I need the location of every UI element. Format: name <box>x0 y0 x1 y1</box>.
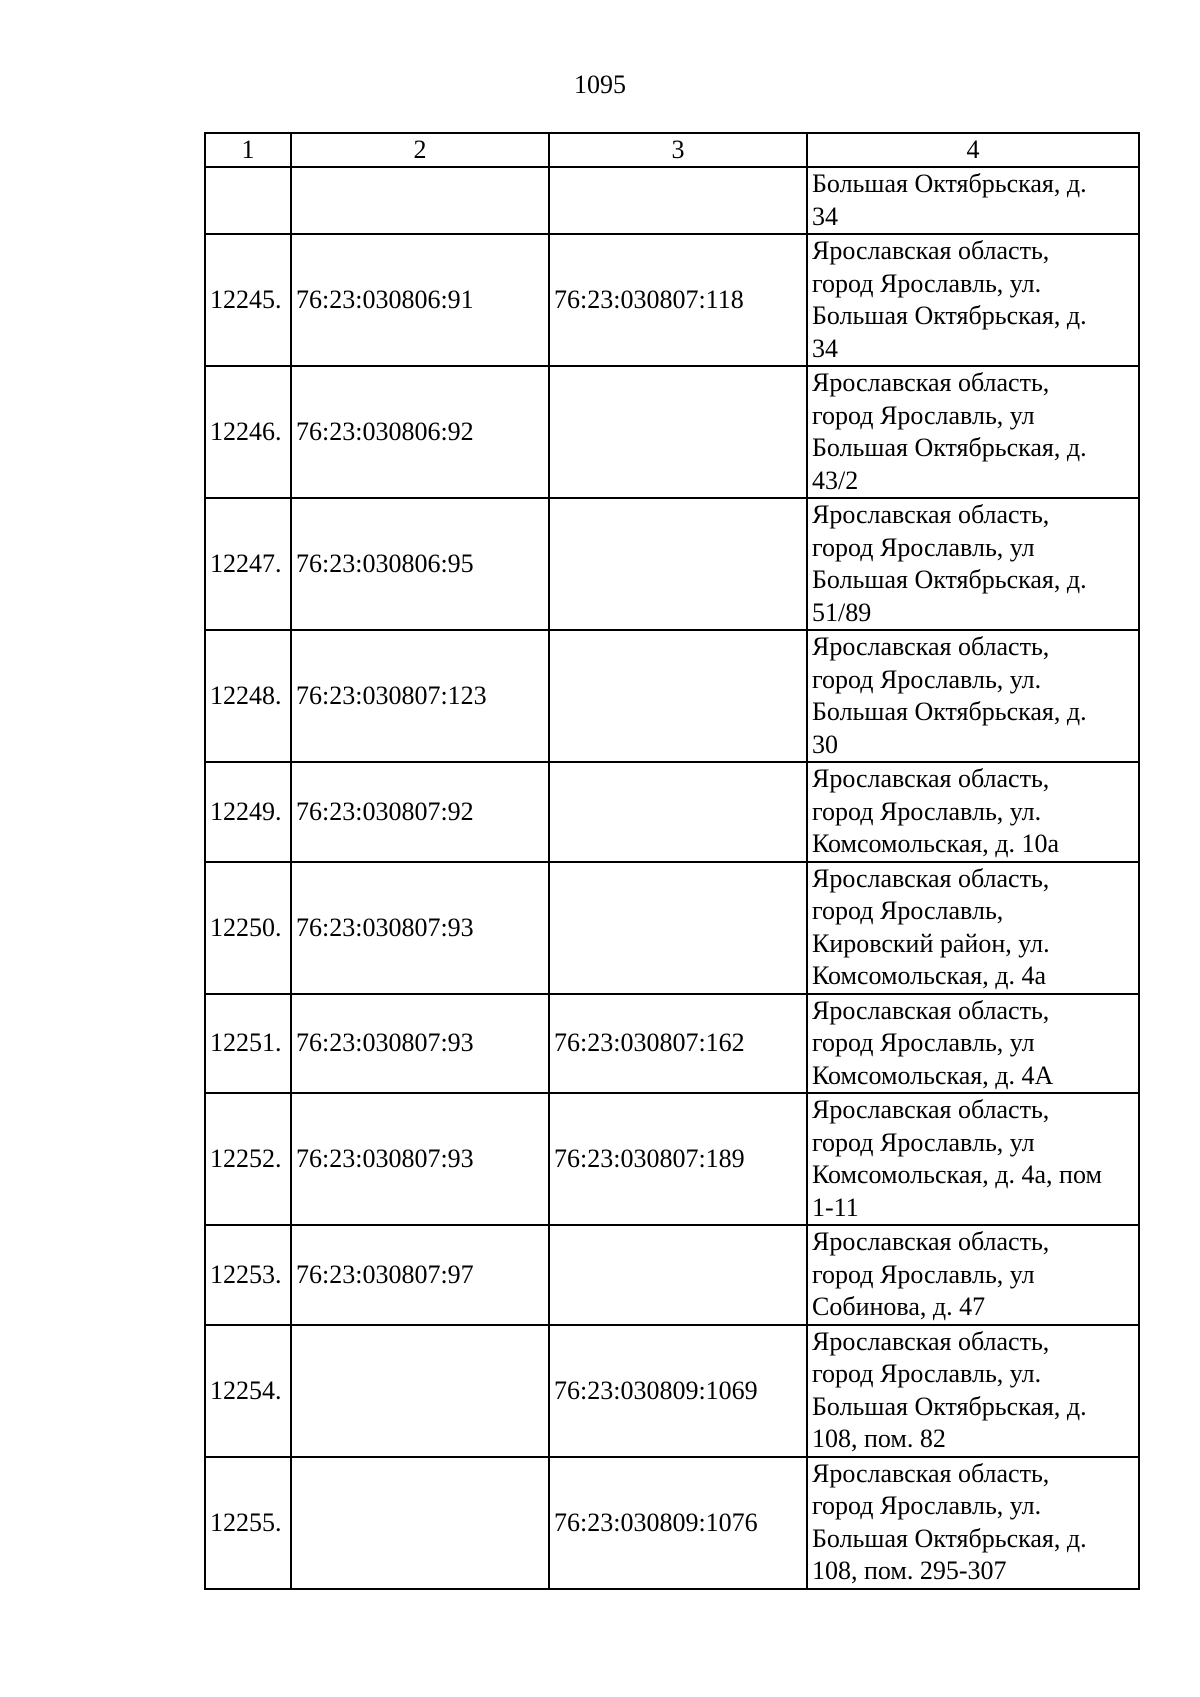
address-line: Ярославская область, <box>812 1227 1050 1256</box>
cadastral-number-col2: 76:23:030806:91 <box>291 234 549 366</box>
address-line: Ярославская область, <box>812 236 1050 265</box>
row-number: 12248. <box>205 630 291 762</box>
table-row <box>205 498 1139 630</box>
address-line: 108, пом. 295-307 <box>812 1556 1007 1585</box>
address-line: Ярославская область, <box>812 632 1050 661</box>
address-line: Ярославская область, <box>812 1458 1050 1488</box>
cadastral-number-col2: 76:23:030806:92 <box>291 366 549 498</box>
address-line: 1-11 <box>812 1192 859 1222</box>
cadastral-number-col3: 76:23:030807:118 <box>549 234 807 366</box>
cadastral-number-col3 <box>549 366 807 498</box>
registry-table <box>204 132 1140 1590</box>
address-cell <box>807 234 1139 366</box>
table-row <box>205 167 1139 234</box>
address-cell <box>807 1325 1139 1457</box>
address-cell <box>807 498 1139 630</box>
row-number: 12253. <box>205 1225 291 1325</box>
cadastral-number-col3 <box>549 862 807 994</box>
address-cell <box>807 862 1139 994</box>
address-cell <box>807 994 1139 1094</box>
address-line: Большая Октябрьская, д. <box>812 433 1087 462</box>
table-row <box>205 630 1139 762</box>
address-line: Большая Октябрьская, д. <box>812 1391 1087 1421</box>
address-line: Комсомольская, д. 4а, пом <box>812 1160 1102 1189</box>
column-header-4: 4 <box>807 133 1139 167</box>
cadastral-number-col3 <box>549 498 807 630</box>
address-line: 34 <box>812 201 838 231</box>
table-header-row <box>205 133 1139 167</box>
address-cell <box>807 1457 1139 1589</box>
row-number: 12251. <box>205 994 291 1094</box>
row-number: 12254. <box>205 1325 291 1457</box>
address-line: Ярославская область, <box>812 995 1050 1025</box>
cadastral-number-col3 <box>549 762 807 862</box>
address-line: город Ярославль, ул <box>812 1259 1035 1289</box>
address-line: город Ярославль, ул <box>812 1127 1035 1157</box>
table-row <box>205 234 1139 366</box>
cadastral-number-col2: 76:23:030807:93 <box>291 862 549 994</box>
cadastral-number-col3 <box>549 167 807 234</box>
address-line: Ярославская область, <box>812 500 1050 529</box>
address-line: город Ярославль, ул. <box>812 664 1042 694</box>
address-line: Комсомольская, д. 4а <box>812 961 1047 990</box>
address-line: Большая Октябрьская, д. <box>812 565 1087 594</box>
column-header-2: 2 <box>291 133 549 167</box>
address-line: 108, пом. 82 <box>812 1424 946 1453</box>
row-number: 12255. <box>205 1457 291 1589</box>
address-cell <box>807 167 1139 234</box>
cadastral-number-col2: 76:23:030806:95 <box>291 498 549 630</box>
page-number: 1095 <box>574 70 626 99</box>
row-number: 12247. <box>205 498 291 630</box>
row-number: 12252. <box>205 1093 291 1225</box>
table-row <box>205 862 1139 994</box>
address-line: Собинова, д. 47 <box>812 1292 986 1321</box>
address-line: Большая Октябрьская, д. <box>812 301 1087 330</box>
cadastral-number-col2: 76:23:030807:93 <box>291 1093 549 1225</box>
cadastral-number-col2: 76:23:030807:92 <box>291 762 549 862</box>
column-header-3: 3 <box>549 133 807 167</box>
address-line: Ярославская область, <box>812 1095 1050 1124</box>
address-line: 51/89 <box>812 597 872 627</box>
address-line: Большая Октябрьская, д. <box>812 697 1087 726</box>
address-cell <box>807 1093 1139 1225</box>
cadastral-number-col2: 76:23:030807:97 <box>291 1225 549 1325</box>
table-row <box>205 1325 1139 1457</box>
table-row <box>205 366 1139 498</box>
address-line: Большая Октябрьская, д. <box>812 169 1087 198</box>
address-line: город Ярославль, ул. <box>812 796 1042 826</box>
address-line: город Ярославль, ул. <box>812 268 1042 298</box>
cadastral-number-col3: 76:23:030807:189 <box>549 1093 807 1225</box>
address-line: город Ярославль, ул. <box>812 1359 1042 1388</box>
cadastral-number-col3: 76:23:030809:1076 <box>549 1457 807 1589</box>
address-cell <box>807 762 1139 862</box>
table-row <box>205 1457 1139 1589</box>
cadastral-number-col2 <box>291 1325 549 1457</box>
cadastral-number-col3: 76:23:030809:1069 <box>549 1325 807 1457</box>
row-number: 12250. <box>205 862 291 994</box>
address-line: 34 <box>812 333 838 363</box>
address-cell <box>807 1225 1139 1325</box>
address-line: город Ярославль, ул <box>812 400 1035 430</box>
address-line: город Ярославль, ул <box>812 532 1035 562</box>
row-number <box>205 167 291 234</box>
address-line: Большая Октябрьская, д. <box>812 1523 1087 1553</box>
address-line: Комсомольская, д. 10а <box>812 829 1060 858</box>
table-row <box>205 994 1139 1094</box>
cadastral-number-col3: 76:23:030807:162 <box>549 994 807 1094</box>
address-line: Ярославская область, <box>812 764 1050 793</box>
cadastral-number-col2: 76:23:030807:123 <box>291 630 549 762</box>
address-line: Ярославская область, <box>812 368 1050 397</box>
cadastral-number-col2 <box>291 1457 549 1589</box>
table-row <box>205 762 1139 862</box>
address-line: город Ярославль, <box>812 896 1004 925</box>
cadastral-number-col3 <box>549 630 807 762</box>
address-line: город Ярославль, ул. <box>812 1491 1042 1520</box>
address-cell <box>807 366 1139 498</box>
column-header-1: 1 <box>205 133 291 167</box>
cadastral-number-col2 <box>291 167 549 234</box>
row-number: 12245. <box>205 234 291 366</box>
cadastral-number-col3 <box>549 1225 807 1325</box>
row-number: 12246. <box>205 366 291 498</box>
address-line: город Ярославль, ул <box>812 1028 1035 1057</box>
address-cell <box>807 630 1139 762</box>
address-line: Ярославская область, <box>812 863 1050 893</box>
address-line: Кировский район, ул. <box>812 928 1050 958</box>
row-number: 12249. <box>205 762 291 862</box>
address-line: Комсомольская, д. 4А <box>812 1060 1054 1090</box>
table-row <box>205 1093 1139 1225</box>
address-line: Ярославская область, <box>812 1326 1050 1356</box>
address-line: 43/2 <box>812 465 859 495</box>
cadastral-number-col2: 76:23:030807:93 <box>291 994 549 1094</box>
table-row <box>205 1225 1139 1325</box>
address-line: 30 <box>812 729 838 759</box>
